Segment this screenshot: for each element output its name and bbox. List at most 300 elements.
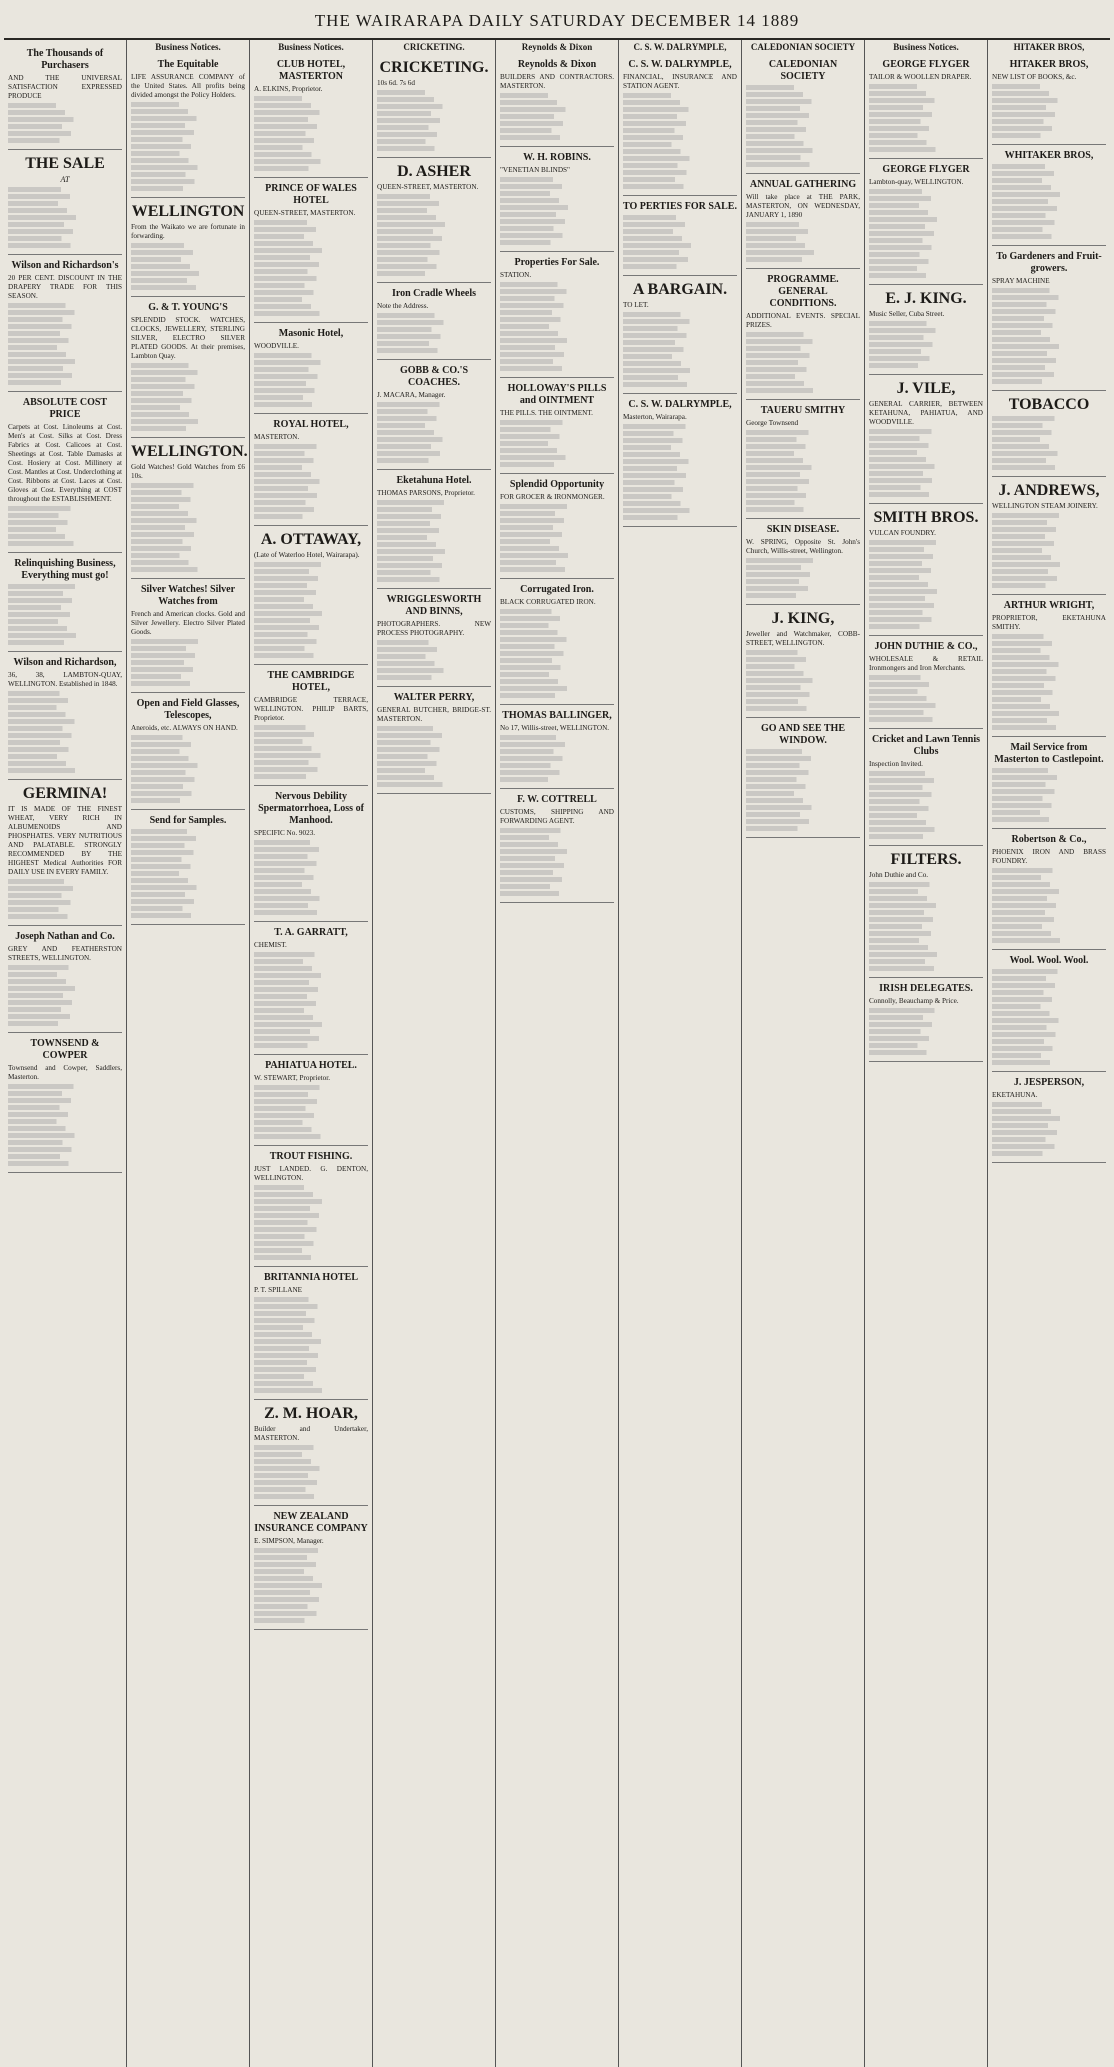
text-line [8,1112,108,1117]
text-line [131,791,232,796]
text-line [8,110,103,115]
text-line [992,711,1104,716]
text-line [8,619,91,624]
text-line [500,884,583,889]
text-line [992,924,1075,929]
text-line [254,444,358,449]
text-line [623,135,723,140]
text-line [992,126,1092,131]
text-line [377,320,488,325]
text-line [992,634,1078,639]
advertisement [254,54,368,178]
text-line [8,1000,115,1005]
text-line [131,271,244,276]
ad-title: SMITH BROS. [873,509,979,526]
text-line [992,555,1090,560]
text-line [746,777,830,782]
text-line [8,879,101,884]
text-line [131,681,229,686]
text-line [500,184,603,189]
text-line [377,104,486,109]
ad-body: No 17, Willis-street, WELLINGTON. [500,724,610,732]
text-line [869,210,967,215]
text-line [131,639,243,644]
text-line [746,92,841,97]
text-line [131,102,211,107]
text-line [254,1234,338,1239]
text-line [377,208,460,213]
text-line [254,486,344,491]
ad-body: CHEMIST. [254,941,287,949]
text-line [8,201,91,206]
text-line [746,113,851,118]
text-line [8,691,94,696]
text-line [746,593,829,598]
ad-title: The Equitable [157,59,219,70]
ad-title: The Thousands of Purchasers [26,48,104,71]
text-line [8,900,112,905]
text-line [500,525,588,530]
text-line [8,527,88,532]
text-line [8,373,115,378]
text-line [254,1346,346,1351]
text-line [992,112,1097,117]
text-line [746,706,847,711]
text-line [746,99,855,104]
text-line [869,675,955,680]
ad-body: Townsend and Cowper, Saddlers, Masterton. [8,1064,122,1081]
text-line [746,692,852,697]
ad-title: J. JESPERSON, [1013,1077,1085,1088]
text-line [746,346,837,351]
text-line [131,109,226,114]
text-line [377,132,477,137]
text-line [500,441,580,446]
text-line [254,227,357,232]
text-line [8,768,120,773]
text-line [869,917,976,922]
text-line [131,179,237,184]
text-line [746,784,845,789]
text-line [377,271,457,276]
text-line [254,910,359,915]
text-line [8,208,106,213]
text-line [500,863,607,868]
text-line [869,133,950,138]
text-line [254,1576,352,1581]
text-line [992,451,1101,456]
text-line [254,360,365,365]
text-line [992,817,1087,822]
text-line [869,903,981,908]
text-line [377,647,477,652]
text-line [131,363,227,368]
text-line [992,1102,1075,1107]
text-line [254,1085,363,1090]
text-line [869,689,950,694]
text-line [254,381,341,386]
text-line [746,572,853,577]
text-line [254,1311,341,1316]
advertisement [8,392,122,553]
text-line [131,742,231,747]
text-line [8,345,90,350]
text-line [254,1618,338,1623]
text-line [869,1029,955,1034]
text-line [992,199,1085,204]
text-line [377,549,490,554]
text-line [131,257,214,262]
text-line [869,119,955,124]
column-9 [988,40,1110,2067]
text-line [254,1192,352,1197]
text-line [8,893,97,898]
text-line [500,462,590,467]
text-line [131,116,240,121]
text-line [8,907,92,912]
text-line [377,782,486,787]
text-line [500,672,582,677]
text-line [869,266,949,271]
ad-body: WHOLESALE & RETAIL Ironmongers and Iron Merchants. [869,655,983,672]
text-line [254,451,338,456]
text-line [131,878,226,883]
text-line [377,668,488,673]
text-line [623,229,706,234]
ad-body: FOR GROCER & IRONMONGER. [500,493,605,501]
advertisement [254,1055,368,1146]
text-line [131,913,231,918]
text-line [746,229,849,234]
text-line [500,828,601,833]
text-line [992,1025,1083,1030]
advertisement [8,255,122,392]
text-line [746,332,842,337]
advertisement [8,150,122,255]
text-line [254,1487,340,1492]
text-line [8,222,101,227]
text-line [377,775,472,780]
text-line [623,128,709,133]
text-line [131,850,235,855]
column-6 [619,40,742,2067]
ad-body: GREY AND FEATHERSTON STREETS, WELLINGTON. [8,945,122,962]
text-line [869,1050,965,1055]
text-line [869,450,949,455]
text-line [746,222,834,227]
text-line [377,341,464,346]
text-line [500,205,613,210]
advertisement [377,589,491,687]
text-line [500,770,599,775]
ad-body: GENERAL BUTCHER, BRIDGE-ST. MASTERTON. [377,706,491,723]
text-line [623,121,728,126]
column-heading: Business Notices. [278,42,344,52]
text-line [992,1130,1100,1135]
text-line [8,1140,99,1145]
text-line [131,899,236,904]
text-line [992,803,1091,808]
text-line [746,507,842,512]
text-line [254,507,354,512]
text-line [992,164,1080,169]
ad-title: JOHN DUTHIE & CO., [874,641,978,652]
text-line [869,492,969,497]
text-line [992,444,1087,449]
text-line [254,746,350,751]
advertisement [869,285,983,375]
text-line [254,311,363,316]
text-line [869,1022,974,1027]
text-line [254,1220,343,1225]
ad-title: BRITANNIA HOTEL [263,1272,358,1283]
text-line [992,796,1076,801]
ad-body: "VENETIAN BLINDS" [500,166,570,174]
ad-title: C. S. W. DALRYMPLE, [628,59,732,70]
text-line [254,562,366,567]
text-line [131,553,212,558]
text-line [992,718,1084,723]
text-line [131,756,227,761]
text-line [8,584,120,589]
text-line [131,398,232,403]
text-line [8,979,105,984]
ad-title: THOMAS BALLINGER, [502,710,612,721]
text-line [869,703,980,708]
ad-body: E. SIMPSON, Manager. [254,1537,324,1545]
text-line [254,973,366,978]
ad-title: PRINCE OF WALES HOTEL [265,183,357,206]
text-line [8,194,111,199]
ad-title: THE CAMBRIDGE HOTEL, [267,670,355,693]
text-line [746,85,826,90]
text-line [131,384,237,389]
advertisement [992,1072,1106,1163]
text-line [254,297,334,302]
text-line [623,466,713,471]
text-line [8,138,94,143]
advertisement [254,1146,368,1267]
text-line [992,206,1100,211]
text-line [869,259,968,264]
text-line [869,778,977,783]
ad-title: Robertson & Co., [1011,834,1087,845]
ad-title: Splendid Opportunity [509,479,605,490]
text-line [869,224,962,229]
text-line [869,98,978,103]
text-line [254,1604,343,1609]
text-line [8,740,95,745]
ad-body: 10s 6d. 7s 6d [377,79,415,87]
advertisement [500,54,614,147]
advertisement [254,922,368,1055]
text-line [8,520,107,525]
text-line [500,693,592,698]
text-line [992,91,1087,96]
text-line [992,569,1085,574]
text-line [254,1227,358,1232]
text-line [992,1060,1089,1065]
ad-title: A. OTTAWAY, [260,531,362,548]
text-line [254,1043,343,1048]
ad-title: Eketahuna Hotel. [396,475,472,486]
text-line [254,1199,367,1204]
ad-body: Lambton-quay, WELLINGTON. [869,178,964,186]
text-line [623,250,716,255]
text-line [254,732,354,737]
advertisement [131,579,245,693]
text-line [254,980,346,985]
text-line [869,1008,978,1013]
text-line [746,339,857,344]
column-2 [127,40,250,2067]
text-line [131,646,223,651]
text-line [8,317,99,322]
ad-title: PROGRAMME. GENERAL CONDITIONS. [767,274,839,309]
text-line [623,114,713,119]
text-line [377,563,485,568]
text-line [992,220,1096,225]
text-line [377,726,470,731]
text-line [254,234,337,239]
text-line [254,987,361,992]
text-line [500,198,598,203]
text-line [131,770,222,775]
text-line [500,310,587,315]
text-line [131,885,240,890]
advertisement [746,54,860,174]
text-line [869,342,975,347]
text-line [254,283,338,288]
text-line [623,184,724,189]
text-line [746,586,849,591]
ad-body: W. STEWART, Proprietor. [254,1074,331,1082]
text-line [377,313,473,318]
text-line [254,994,342,999]
text-line [992,931,1090,936]
text-line [131,172,222,177]
text-line [500,366,603,371]
advertisement [254,665,368,786]
text-line [992,534,1080,539]
text-line [377,264,476,269]
text-line [623,222,726,227]
text-line [8,534,103,539]
text-line [500,546,598,551]
text-line [869,966,977,971]
text-line [254,576,361,581]
text-line [746,472,836,477]
text-line [131,532,236,537]
text-line [254,959,336,964]
advertisement [131,54,245,198]
text-line [8,761,105,766]
text-line [8,310,119,315]
text-line [992,119,1078,124]
text-line [500,651,606,656]
text-line [869,245,973,250]
text-line [500,686,612,691]
text-line [131,504,211,509]
text-line [500,742,608,747]
text-line [869,596,962,601]
text-line [8,124,98,129]
text-line [746,353,852,358]
text-line [131,829,224,834]
text-line [992,768,1085,773]
text-line [254,138,354,143]
text-line [500,609,586,614]
advertisement [377,687,491,794]
text-line [254,753,365,758]
text-line [869,561,957,566]
text-line [992,990,1078,995]
text-line [8,513,92,518]
text-line [992,1032,1098,1037]
text-line [131,405,213,410]
text-line [623,431,707,436]
text-line [746,671,842,676]
advertisement [500,579,614,705]
text-line [500,849,612,854]
text-line [254,1590,347,1595]
text-line [8,1084,117,1089]
text-line [869,126,969,131]
ad-title: Wool. Wool. Wool. [1009,955,1089,966]
text-line [992,725,1099,730]
ad-body: THOMAS PARSONS, Proprietor. [377,489,475,497]
text-line [869,696,965,701]
ad-body: TO LET. [623,301,649,309]
text-line [8,1119,89,1124]
text-line [8,591,100,596]
text-line [992,1039,1079,1044]
column-heading: C. S. W. DALRYMPLE, [633,42,727,52]
column-1 [4,40,127,2067]
advertisement [746,400,860,519]
text-line [992,641,1092,646]
text-line [377,194,465,199]
text-line [746,120,832,125]
text-line [992,1109,1090,1114]
text-line [254,903,344,908]
text-line [992,697,1074,702]
text-line [131,560,227,565]
text-line [377,215,475,220]
text-line [254,1248,334,1253]
ad-title: Send for Samples. [149,815,227,826]
ad-title: A BARGAIN. [632,281,728,298]
text-line [377,535,460,540]
text-line [869,91,964,96]
text-line [8,331,95,336]
text-line [746,699,833,704]
text-line [869,589,982,594]
advertisement [623,54,737,196]
text-line [254,103,349,108]
text-line [131,186,218,191]
text-line [254,1325,336,1330]
ad-title: C. S. W. DALRYMPLE, [628,399,732,410]
text-line [131,784,218,789]
ad-title: Silver Watches! Silver Watches from [140,584,236,607]
ad-title: Cricket and Lawn Tennis Clubs [871,734,981,757]
ad-title: J. KING, [771,610,835,627]
text-line [254,255,347,260]
text-line [254,514,335,519]
ad-title: Masonic Hotel, [278,328,344,339]
column-heading: Reynolds & Dixon [521,42,593,52]
